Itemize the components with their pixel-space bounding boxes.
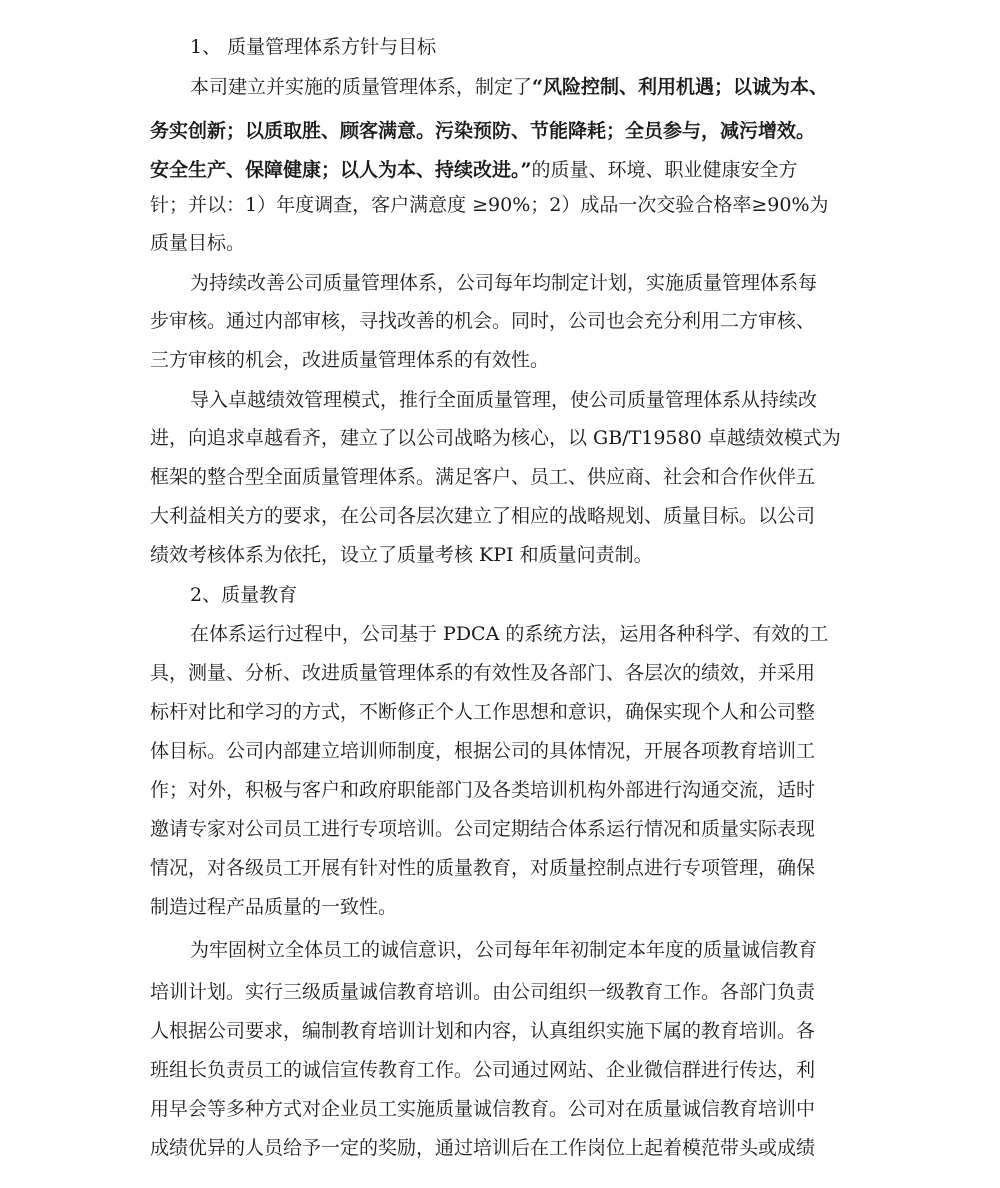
section1-para1-line5: 质量目标。 — [150, 232, 246, 254]
section1-para3-line4: 大利益相关方的要求，在公司各层次建立了相应的战略规划、质量目标。以公司 — [150, 505, 816, 527]
section2-para1-line4: 体目标。公司内部建立培训师制度，根据公司的具体情况，开展各项教育培训工 — [150, 740, 816, 762]
section2-para2-line1: 为牢固树立全体员工的诚信意识，公司每年年初制定本年度的质量诚信教育 — [190, 939, 818, 961]
section2-para2-line6: 成绩优异的人员给予一定的奖励，通过培训后在工作岗位上起着模范带头或成绩 — [150, 1137, 816, 1159]
section1-para1-line1 — [190, 72, 828, 99]
section2-para1-line6: 邀请专家对公司员工进行专项培训。公司定期结合体系运行情况和质量实际表现 — [150, 818, 816, 840]
section1-heading: 1、 质量管理体系方针与目标 — [190, 36, 437, 58]
section1-para1-line1-text: 本司建立并实施的质量管理体系，制定了 — [190, 76, 533, 98]
section1-para1-line4: 针；并以：1）年度调查，客户满意度 ≥90%；2）成品一次交验合格率≥90%为 — [150, 194, 829, 216]
section1-para1-line2: 务实创新；以质取胜、顾客满意。污染预防、节能降耗；全员参与，减污增效。 — [150, 120, 816, 142]
section1-para2-line2: 步审核。通过内部审核，寻找改善的机会。同时，公司也会充分利用二方审核、 — [150, 310, 816, 332]
section2-para1-line2: 具，测量、分析、改进质量管理体系的有效性及各部门、各层次的绩效，并采用 — [150, 662, 816, 684]
policy-quote-start: “风险控制、利用机遇；以诚为本、 — [532, 76, 828, 98]
section2-para1-line7: 情况，对各级员工开展有针对性的质量教育，对质量控制点进行专项管理，确保 — [150, 857, 816, 879]
section1-para1-line3 — [150, 155, 797, 182]
section1-para3-line3: 框架的整合型全面质量管理体系。满足客户、员工、供应商、社会和合作伙伴五 — [150, 466, 816, 488]
section2-para2-line2: 培训计划。实行三级质量诚信教育培训。由公司组织一级教育工作。各部门负责 — [150, 981, 816, 1003]
section2-para2-line5: 用早会等多种方式对企业员工实施质量诚信教育。公司对在质量诚信教育培训中 — [150, 1098, 816, 1120]
section1-para3-line1: 导入卓越绩效管理模式，推行全面质量管理，使公司质量管理体系从持续改 — [190, 389, 818, 411]
policy-quote-end: 安全生产、保障健康；以人为本、持续改进。” — [150, 159, 532, 181]
section1-para2-line3: 三方审核的机会，改进质量管理体系的有效性。 — [150, 349, 550, 371]
section2-para1-line8: 制造过程产品质量的一致性。 — [150, 896, 398, 918]
section1-para1-line3-text: 的质量、环境、职业健康安全方 — [531, 159, 798, 181]
section2-para1-line3: 标杆对比和学习的方式，不断修正个人工作思想和意识，确保实现个人和公司整 — [150, 701, 816, 723]
section2-para1-line1: 在体系运行过程中，公司基于 PDCA 的系统方法，运用各种科学、有效的工 — [190, 623, 829, 645]
section1-para2-line1: 为持续改善公司质量管理体系，公司每年均制定计划，实施质量管理体系每 — [190, 272, 818, 294]
section2-para2-line3: 人根据公司要求，编制教育培训计划和内容，认真组织实施下属的教育培训。各 — [150, 1020, 816, 1042]
section2-para2-line4: 班组长负责员工的诚信宣传教育工作。公司通过网站、企业微信群进行传达，利 — [150, 1059, 816, 1081]
section2-heading: 2、质量教育 — [190, 584, 298, 606]
section1-para3-line5: 绩效考核体系为依托，设立了质量考核 KPI 和质量问责制。 — [150, 544, 653, 566]
section2-para1-line5: 作；对外，积极与客户和政府职能部门及各类培训机构外部进行沟通交流，适时 — [150, 779, 816, 801]
section1-para3-line2: 进，向追求卓越看齐，建立了以公司战略为核心，以 GB/T19580 卓越绩效模式为 — [150, 427, 841, 449]
